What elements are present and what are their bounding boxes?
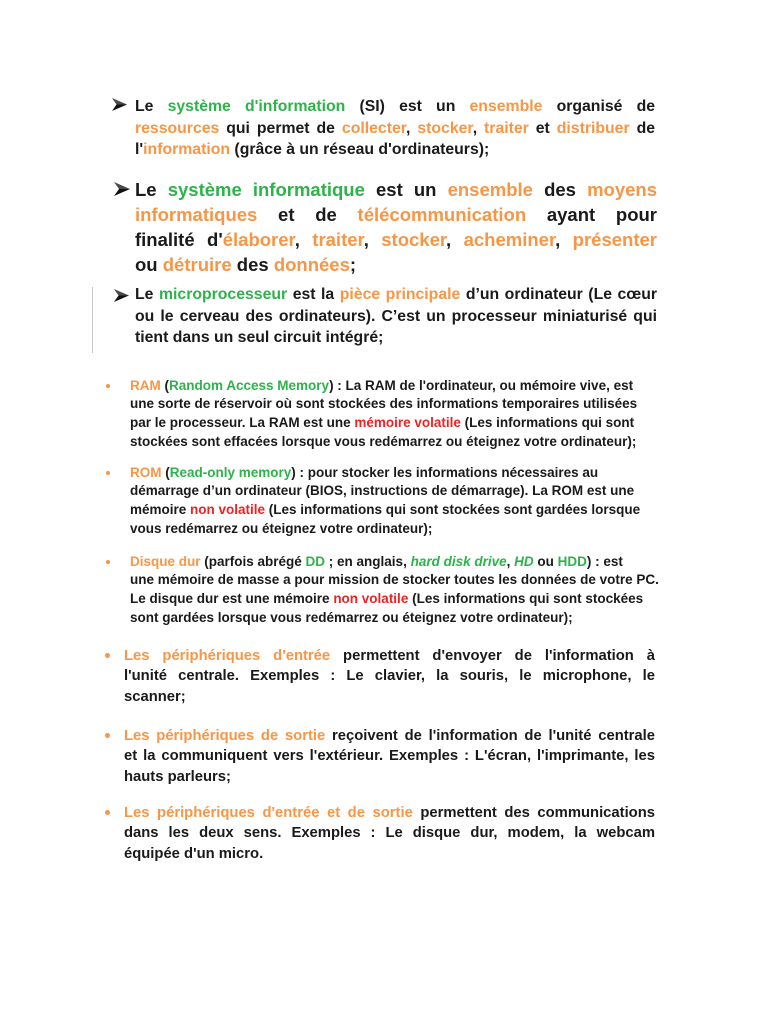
text-line (130, 520, 670, 539)
memory-text (130, 464, 670, 539)
highlighted-term: information (143, 141, 231, 158)
text-run: (Les informations qui sont stockées (408, 591, 644, 606)
memory-text (130, 553, 670, 628)
highlighted-term: stocker (417, 119, 473, 137)
text-line (135, 118, 655, 140)
text-line (130, 377, 670, 396)
text-run: , (555, 228, 573, 250)
text-run: et la communiquent vers l'extérieur. Exemples : L'écran, l'imprimante, les (124, 748, 655, 765)
text-run: d’un ordinateur (Le cœur (460, 286, 658, 303)
text-run: , (363, 228, 382, 250)
highlighted-term: données (273, 253, 350, 275)
text-run: ou le cerveau des ordinateurs). C’est un processeur miniaturisé qui (135, 307, 657, 325)
text-line (130, 571, 670, 590)
text-line (135, 96, 655, 118)
highlighted-term: Random Access Memory (169, 377, 330, 393)
text-run: , (446, 228, 464, 250)
highlighted-term: DD (305, 553, 326, 569)
text-run: des (532, 178, 588, 200)
highlighted-term: Disque dur (130, 553, 201, 569)
text-run: Le (135, 286, 159, 303)
highlighted-term: ROM (130, 464, 162, 480)
text-run: ; en anglais, (325, 553, 411, 569)
highlighted-term: ressources (135, 119, 220, 137)
text-line (135, 252, 657, 277)
text-line (135, 306, 657, 328)
text-line (124, 803, 655, 824)
text-run: ( (161, 464, 170, 480)
text-run: (parfois abrégé (200, 553, 306, 569)
text-line (124, 746, 655, 767)
dot-bullet-icon (106, 384, 110, 388)
text-run: ) : pour stocker les informations nécessaires au (291, 464, 599, 480)
text-run: ( (160, 377, 169, 393)
text-run: (Les informations qui sont stockées sont gardées lorsque (265, 502, 641, 517)
text-run: Le (135, 98, 168, 115)
highlighted-term: non volatile (190, 502, 266, 517)
highlighted-term: HD (514, 553, 534, 569)
text-line (130, 609, 670, 628)
highlighted-term: ensemble (469, 98, 543, 115)
text-run: scanner; (124, 689, 186, 706)
dot-bullet-icon (106, 560, 110, 564)
text-run: Le (135, 178, 168, 200)
highlighted-term: RAM (130, 377, 161, 393)
text-run: une sorte de réservoir où sont stockées des informations temporaires utilisées (130, 396, 638, 412)
text-run: permettent des communications (412, 804, 655, 821)
text-run: et de (257, 203, 358, 225)
highlighted-term: acheminer (463, 228, 556, 250)
memory-text (130, 377, 670, 452)
text-run: une mémoire de masse a pour mission de stocker toutes les données de votre PC. (130, 572, 659, 588)
definition-text (135, 284, 657, 349)
highlighted-term: Les périphériques de sortie (124, 727, 326, 744)
highlighted-term: mémoire volatile (354, 415, 461, 430)
highlighted-term: ensemble (447, 178, 533, 200)
text-run: ) : est (586, 553, 623, 569)
text-run: des (231, 253, 274, 275)
text-run: (grâce à un réseau d'ordinateurs); (230, 141, 490, 158)
text-run: ayant pour (526, 203, 657, 225)
text-line (124, 844, 655, 865)
text-line (124, 767, 655, 788)
text-run: par le processeur. La RAM est une (130, 415, 355, 430)
text-run: (SI) est un (345, 98, 470, 115)
text-line (124, 687, 655, 708)
arrow-bullet-icon (112, 98, 127, 111)
text-run: ou (135, 253, 163, 275)
text-line (135, 284, 657, 306)
text-line (135, 139, 655, 161)
peripheral-text (124, 726, 655, 788)
text-line (124, 823, 655, 844)
text-run: l'unité centrale. Exemples : Le clavier, la souris, le microphone, le (124, 668, 655, 685)
text-run: organisé de (542, 98, 656, 115)
text-line (130, 553, 670, 572)
highlighted-term: système d'information (167, 98, 346, 115)
text-run: vous redémarrez ou éteignez votre ordinateur); (130, 520, 433, 536)
text-run: tient dans un seul circuit intégré; (135, 329, 384, 346)
dot-bullet-icon (105, 653, 110, 658)
text-run: , (506, 553, 515, 569)
highlighted-term: Les périphériques d'entrée (124, 647, 331, 664)
highlighted-term: pièce principale (339, 286, 461, 303)
definition-text (135, 177, 657, 277)
text-run: ) : La RAM de l'ordinateur, ou mémoire vive, est (329, 377, 634, 393)
text-run: , (406, 119, 418, 137)
highlighted-term: non volatile (333, 591, 409, 606)
text-run: de (629, 119, 656, 137)
text-run: permettent d'envoyer de l'information à (330, 647, 655, 664)
text-run: ou (533, 553, 558, 569)
highlighted-term: télécommunication (357, 203, 527, 225)
text-line (130, 414, 670, 433)
peripheral-text (124, 646, 655, 708)
text-run: (Les informations qui sont (460, 415, 635, 430)
text-line (130, 482, 670, 501)
text-run: qui permet de (219, 119, 342, 137)
highlighted-term: traiter (484, 119, 529, 137)
text-run: stockées sont effacées lorsque vous redémarrez ou éteignez votre ordinateur); (130, 433, 637, 449)
text-run: Le disque dur est une mémoire (130, 591, 334, 606)
text-run: l' (135, 141, 144, 158)
highlighted-term: collecter (341, 119, 407, 137)
text-line (130, 464, 670, 483)
highlighted-term: présenter (572, 228, 657, 250)
text-line (130, 395, 670, 414)
highlighted-term: détruire (162, 253, 232, 275)
highlighted-term: microprocesseur (158, 286, 288, 303)
highlighted-term: distribuer (556, 119, 630, 137)
arrow-bullet-icon (114, 182, 130, 196)
arrow-bullet-icon (114, 289, 129, 302)
text-run: est un (364, 178, 448, 200)
highlighted-term: stocker (381, 228, 447, 250)
highlighted-term: informatiques (135, 203, 258, 225)
text-line (130, 590, 670, 609)
text-run: est la (287, 286, 340, 303)
text-line (124, 666, 655, 687)
text-run: finalité d' (135, 228, 223, 250)
peripheral-text (124, 803, 655, 865)
text-line (124, 646, 655, 667)
text-run: hauts parleurs; (124, 769, 231, 786)
text-run: reçoivent de l'information de l'unité centrale (325, 727, 655, 744)
text-line (135, 177, 657, 202)
highlighted-term: système informatique (167, 178, 365, 200)
text-line (135, 227, 657, 252)
text-run: , (472, 119, 485, 137)
text-line (135, 202, 657, 227)
highlighted-term: élaborer (222, 228, 295, 250)
text-run: , (294, 228, 313, 250)
highlighted-term: Les périphériques d'entrée et de sortie (124, 804, 413, 821)
dot-bullet-icon (105, 733, 110, 738)
definition-text (135, 96, 655, 161)
text-run: démarrage d’un ordinateur (BIOS, instructions de démarrage). La ROM est une (130, 483, 635, 499)
text-run: sont gardées lorsque vous redémarrez ou éteignez votre ordinateur); (130, 609, 573, 625)
text-run: et (528, 119, 557, 137)
dot-bullet-icon (105, 810, 110, 815)
image-edge-divider (92, 287, 93, 353)
highlighted-term: traiter (312, 228, 364, 250)
text-run: mémoire (130, 502, 191, 517)
highlighted-term: moyens (587, 178, 657, 200)
text-line (130, 501, 670, 520)
text-run: ; (349, 253, 357, 275)
text-run: équipée d'un micro. (124, 846, 264, 863)
dot-bullet-icon (106, 471, 110, 475)
highlighted-term: Read-only memory (169, 464, 292, 480)
highlighted-term: hard disk drive (410, 553, 507, 569)
text-run: dans les deux sens. Exemples : Le disque dur, modem, la webcam (124, 825, 655, 842)
text-line (130, 433, 670, 452)
text-line (124, 726, 655, 747)
highlighted-term: HDD (557, 553, 587, 569)
text-line (135, 327, 657, 349)
